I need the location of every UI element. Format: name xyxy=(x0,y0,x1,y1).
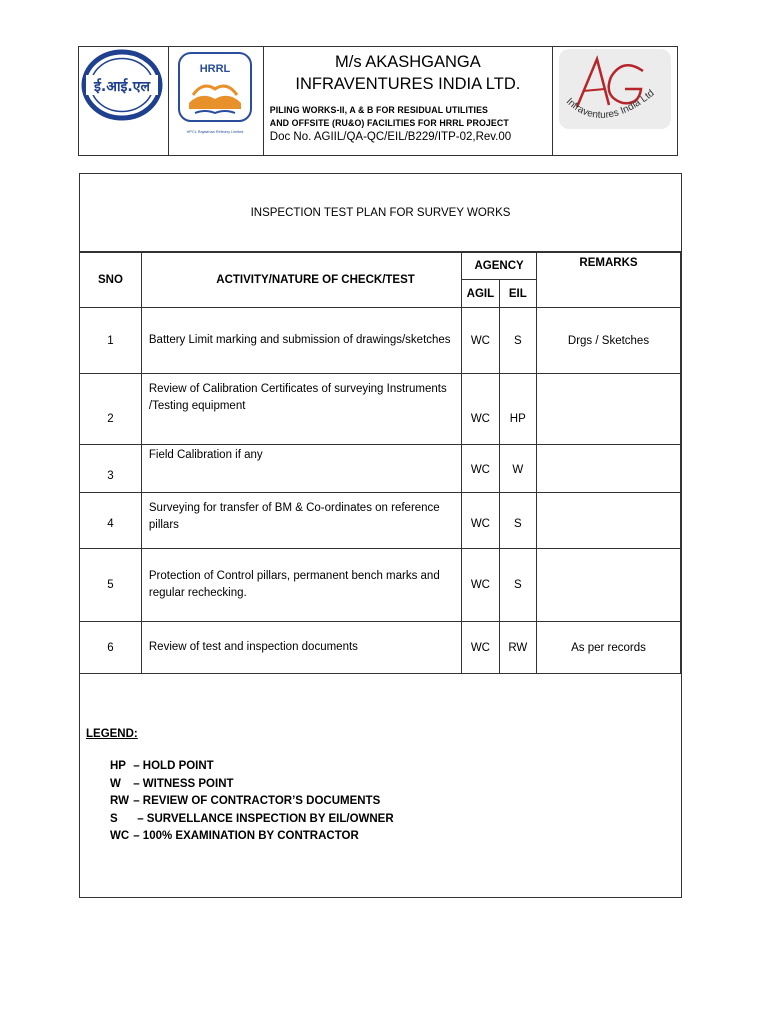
eil-logo-cell xyxy=(79,47,169,155)
row-remarks xyxy=(536,549,680,622)
row-eil: S xyxy=(499,493,536,549)
table-row xyxy=(80,445,681,493)
hrrl-logo xyxy=(169,47,263,155)
eil-logo-text: ई.आई.एल xyxy=(94,79,150,95)
legend-code: HP xyxy=(110,760,126,772)
row-eil: W xyxy=(499,445,536,493)
row-agil: WC xyxy=(462,374,499,445)
row-remarks xyxy=(536,374,680,445)
row-sno: 3 xyxy=(80,445,141,493)
row-agil: WC xyxy=(462,622,499,674)
row-remarks: As per records xyxy=(536,622,680,674)
row-sno: 1 xyxy=(80,308,141,374)
row-activity: Review of test and inspection documents xyxy=(141,622,461,674)
row-agil: WC xyxy=(462,445,499,493)
project-line2: AND OFFSITE (RU&O) FACILITIES FOR HRRL PROJECT xyxy=(269,118,509,128)
legend-item xyxy=(110,793,394,811)
row-activity: Field Calibration if any xyxy=(141,445,461,493)
row-sno: 4 xyxy=(80,493,141,549)
legend-text: – REVIEW OF CONTRACTOR’S DOCUMENTS xyxy=(133,795,381,807)
row-sno: 6 xyxy=(80,622,141,674)
row-agil: WC xyxy=(462,493,499,549)
ag-logo-cell xyxy=(553,47,677,155)
header-title-cell xyxy=(264,47,553,155)
legend-code: WC xyxy=(110,830,130,842)
row-agil: WC xyxy=(462,308,499,374)
row-agil: WC xyxy=(462,549,499,622)
table-row xyxy=(80,549,681,622)
legend-item xyxy=(110,776,394,794)
table-row xyxy=(80,493,681,549)
row-remarks xyxy=(536,493,680,549)
row-activity: Review of Calibration Certificates of surveying Instruments /Testing equipment xyxy=(141,374,461,445)
row-activity: Protection of Control pillars, permanent bench marks and regular rechecking. xyxy=(141,549,461,622)
legend xyxy=(86,728,394,846)
row-eil: S xyxy=(499,549,536,622)
legend-text: – 100% EXAMINATION BY CONTRACTOR xyxy=(133,830,359,842)
legend-list xyxy=(110,758,394,846)
legend-title: LEGEND: xyxy=(86,728,138,740)
inspection-test-plan xyxy=(79,173,682,898)
row-sno: 2 xyxy=(80,374,141,445)
remarks-header: REMARKS xyxy=(536,253,680,308)
eil-header: EIL xyxy=(499,280,536,308)
legend-text: – WITNESS POINT xyxy=(133,777,234,790)
row-eil: RW xyxy=(499,622,536,674)
row-eil: S xyxy=(499,308,536,374)
row-remarks xyxy=(536,445,680,493)
ag-logo xyxy=(553,47,677,155)
legend-code: RW xyxy=(110,795,129,807)
agil-header: AGIL xyxy=(462,280,499,308)
legend-code: W xyxy=(110,777,121,790)
itp-table xyxy=(80,252,681,674)
sno-header: SNO xyxy=(80,253,141,308)
legend-code: S xyxy=(110,812,118,825)
eil-logo xyxy=(79,47,167,155)
row-eil: HP xyxy=(499,374,536,445)
agency-header: AGENCY xyxy=(462,253,537,280)
legend-item xyxy=(110,758,394,776)
hrrl-logo-text: HRRL xyxy=(199,63,231,75)
legend-item xyxy=(110,811,394,829)
company-name-line1: M/s AKASHGANGA xyxy=(334,53,481,71)
document-number: Doc No. AGIIL/QA-QC/EIL/B229/ITP-02,Rev.00 xyxy=(269,131,512,143)
row-activity: Battery Limit marking and submission of drawings/sketches xyxy=(141,308,461,374)
header-row-1 xyxy=(80,253,681,280)
row-activity: Surveying for transfer of BM & Co-ordinates on reference pillars xyxy=(141,493,461,549)
activity-header: ACTIVITY/NATURE OF CHECK/TEST xyxy=(141,253,461,308)
company-name-line2: INFRAVENTURES INDIA LTD. xyxy=(295,75,521,93)
legend-text: – HOLD POINT xyxy=(133,760,214,772)
legend-text: – SURVELLANCE INSPECTION BY EIL/OWNER xyxy=(137,812,394,825)
project-line1: PILING WORKS-II, A & B FOR RESIDUAL UTILITIES xyxy=(269,105,488,115)
ag-logo-arc-textpath: Infraventures India Ltd xyxy=(563,87,657,122)
row-sno: 5 xyxy=(80,549,141,622)
itp-title: INSPECTION TEST PLAN FOR SURVEY WORKS xyxy=(80,174,681,252)
row-remarks: Drgs / Sketches xyxy=(536,308,680,374)
document-header xyxy=(78,46,678,156)
legend-item xyxy=(110,828,394,846)
hrrl-logo-cell xyxy=(169,47,264,155)
hrrl-logo-subtitle: HPCL Rajasthan Refinery Limited xyxy=(186,130,244,134)
table-row xyxy=(80,374,681,445)
table-row xyxy=(80,308,681,374)
table-row xyxy=(80,622,681,674)
